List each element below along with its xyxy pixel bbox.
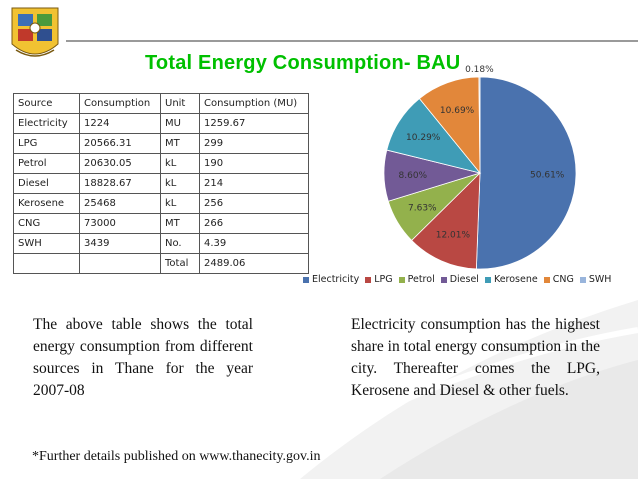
cell-unit: MT xyxy=(161,214,200,234)
chart-description: Electricity consumption has the highest share in total energy consumption in the city. Thereafter comes the LPG, Kerosene and Diesel & other fuels. xyxy=(351,316,600,399)
legend-swatch xyxy=(303,277,309,283)
cell-source: LPG xyxy=(14,134,80,154)
legend-label: Electricity xyxy=(312,274,360,285)
cell-consumption: 20630.05 xyxy=(80,154,161,174)
legend-label: Petrol xyxy=(407,274,435,285)
cell-mu: 1259.67 xyxy=(200,114,309,134)
cell-mu: 214 xyxy=(200,174,309,194)
cell-mu: 266 xyxy=(200,214,309,234)
legend-swatch xyxy=(580,277,586,283)
legend-swatch xyxy=(441,277,447,283)
header-divider xyxy=(66,40,638,42)
legend-swatch xyxy=(399,277,405,283)
cell-unit: MU xyxy=(161,114,200,134)
table-description: The above table shows the total energy consumption from different sources in Thane for the year 2007-08 xyxy=(33,316,253,399)
cell-mu: 299 xyxy=(200,134,309,154)
legend-label: SWH xyxy=(588,274,612,285)
pie-label-petrol: 7.63% xyxy=(408,203,437,214)
pie-label-diesel: 8.60% xyxy=(398,170,428,181)
legend-label: Diesel xyxy=(449,274,479,285)
table-row xyxy=(14,194,309,214)
legend-label: Kerosene xyxy=(493,274,538,285)
pie-chart xyxy=(370,65,638,272)
cell-unit: No. xyxy=(161,234,200,254)
header-consumption-mu: Consumption (MU) xyxy=(200,94,309,114)
cell-unit: MT xyxy=(161,134,200,154)
table-header-row xyxy=(14,94,309,114)
legend-item-lpg xyxy=(365,274,392,285)
table-row xyxy=(14,134,309,154)
cell-source: Petrol xyxy=(14,154,80,174)
cell-source: Electricity xyxy=(14,114,80,134)
thane-municipal-emblem xyxy=(8,4,62,64)
footnote: *Further details published on www.thanecity.gov.in xyxy=(32,449,321,464)
legend-item-swh xyxy=(580,274,612,285)
pie-label-cng: 10.69% xyxy=(439,105,475,116)
legend-swatch xyxy=(485,277,491,283)
cell-consumption: 20566.31 xyxy=(80,134,161,154)
table-row xyxy=(14,234,309,254)
pie-label-electricity: 50.61% xyxy=(530,170,565,181)
pie-label-swh: 0.18% xyxy=(465,65,494,75)
cell-mu: 4.39 xyxy=(200,234,309,254)
cell-unit: kL xyxy=(161,194,200,214)
legend-swatch xyxy=(365,277,371,283)
cell-total-label: Total xyxy=(161,254,200,274)
energy-table xyxy=(13,93,309,274)
cell-mu: 256 xyxy=(200,194,309,214)
cell-source: SWH xyxy=(14,234,80,254)
cell-consumption: 3439 xyxy=(80,234,161,254)
cell-mu: 190 xyxy=(200,154,309,174)
table-row xyxy=(14,174,309,194)
slide-title: Total Energy Consumption- BAU xyxy=(145,52,461,74)
legend-item-petrol xyxy=(399,274,435,285)
cell-consumption xyxy=(80,254,161,274)
cell-source xyxy=(14,254,80,274)
legend-item-kerosene xyxy=(485,274,538,285)
cell-consumption: 1224 xyxy=(80,114,161,134)
header-source: Source xyxy=(14,94,80,114)
cell-consumption: 25468 xyxy=(80,194,161,214)
legend-item-diesel xyxy=(441,274,479,285)
cell-consumption: 73000 xyxy=(80,214,161,234)
legend-label: LPG xyxy=(374,274,393,285)
cell-source: Kerosene xyxy=(14,194,80,214)
legend-label: CNG xyxy=(552,274,574,285)
table-total-row xyxy=(14,254,309,274)
legend-swatch xyxy=(544,277,550,283)
cell-unit: kL xyxy=(161,154,200,174)
legend-item-electricity xyxy=(303,274,359,285)
cell-unit: kL xyxy=(161,174,200,194)
pie-label-lpg: 12.01% xyxy=(435,230,471,241)
legend-item-cng xyxy=(544,274,574,285)
cell-source: CNG xyxy=(14,214,80,234)
table-row xyxy=(14,154,309,174)
cell-source: Diesel xyxy=(14,174,80,194)
table-row xyxy=(14,214,309,234)
table-row xyxy=(14,114,309,134)
cell-total-value: 2489.06 xyxy=(200,254,309,274)
chart-legend xyxy=(303,274,611,285)
cell-consumption: 18828.67 xyxy=(80,174,161,194)
header-consumption: Consumption xyxy=(80,94,161,114)
pie-label-kerosene: 10.29% xyxy=(406,133,441,143)
header-unit: Unit xyxy=(161,94,200,114)
